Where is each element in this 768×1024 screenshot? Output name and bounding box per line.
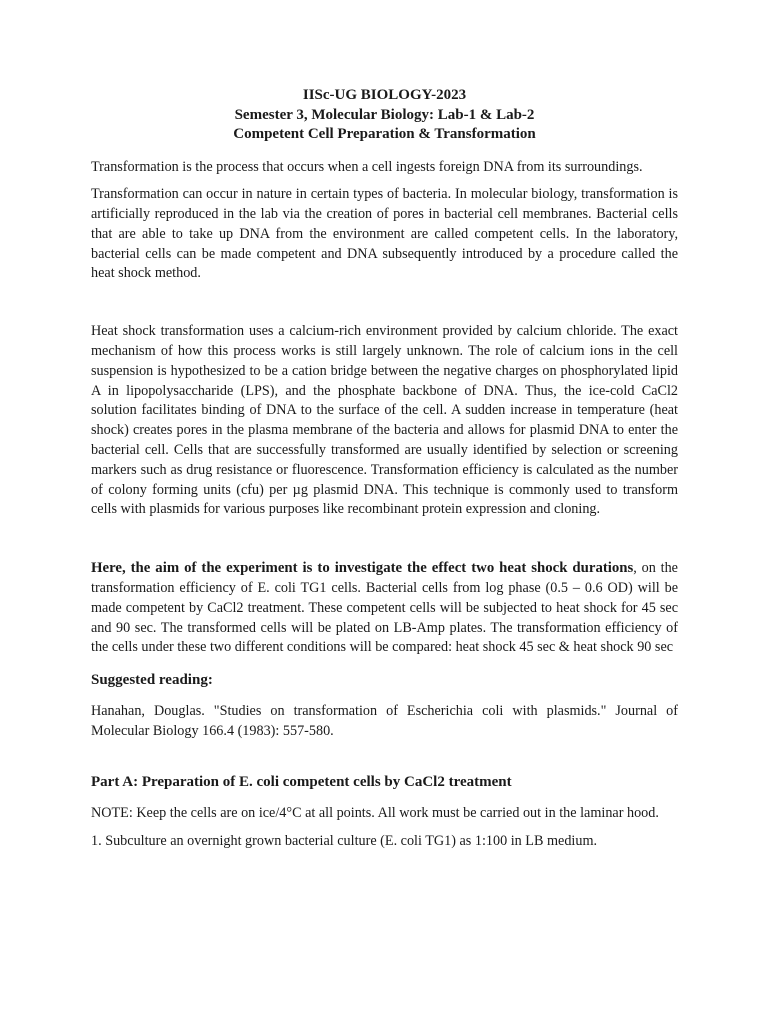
citation-paragraph: Hanahan, Douglas. "Studies on transformation of Escherichia coli with plasmids." Journal of Molecular Biology 166.4 (1983): 557-580. (91, 703, 678, 740)
note-paragraph: NOTE: Keep the cells are on ice/4°C at all points. All work must be carried out in the laminar hood. (91, 804, 659, 821)
intro-paragraph: Transformation is the process that occurs when a cell ingests foreign DNA from its surroundings. (91, 158, 643, 175)
aim-paragraph (91, 559, 678, 658)
aim-bold-text: Here, the aim of the experiment is to investigate the effect two heat shock durations (91, 560, 634, 577)
transformation-paragraph: Transformation can occur in nature in certain types of bacteria. In molecular biology, transformation is artificially reproduced in the lab via the creation of pores in bacterial cell membranes. Bacterial cells that are able to take up DNA from the environment are called competent cells. In the laboratory, bacterial cells can be made competent and DNA subsequently introduced by a procedure called the heat shock method. (91, 186, 678, 282)
aim-rest-text: , on the transformation efficiency of E. coli TG1 cells. Bacterial cells from log phase (0.5 – 0.6 OD) will be made competent by CaCl2 treatment. These competent cells will be subjected to heat shock for 45 sec and 90 sec. The transformed cells will be plated on LB-Amp plates. The transformation efficiency of the cells under these two different conditions will be compared: heat shock 45 sec & heat shock 90 sec (91, 560, 678, 656)
heat-shock-paragraph: Heat shock transformation uses a calcium-rich environment provided by calcium chloride. The exact mechanism of how this process works is still largely unknown. The role of calcium ions in the cell suspension is hypothesized to be a cation bridge between the negative charges on phosphorylated lipid A in lipopolysaccharide (LPS), and the phosphate backbone of DNA. Thus, the ice-cold CaCl2 solution facilitates binding of DNA to the surface of the cell. A sudden increase in temperature (heat shock) creates pores in the plasma membrane of the bacteria and allows for plasmid DNA to enter the bacterial cell. Cells that are successfully transformed are usually identified by selection or screening markers such as drug resistance or fluorescence. Transformation efficiency is calculated as the number of colony forming units (cfu) per µg plasmid DNA. This technique is commonly used to transform cells with plasmids for various purposes like recombinant protein expression and cloning. (91, 323, 678, 518)
suggested-reading-heading: Suggested reading: (91, 672, 213, 689)
course-title: IISc-UG BIOLOGY-2023 (302, 87, 467, 103)
part-a-heading: Part A: Preparation of E. coli competent cells by CaCl2 treatment (91, 773, 512, 790)
step-1-paragraph: 1. Subculture an overnight grown bacterial culture (E. coli TG1) as 1:100 in LB medium. (91, 832, 598, 849)
semester-title: Semester 3, Molecular Biology: Lab-1 & Lab-2 (234, 106, 535, 123)
lab-title: Competent Cell Preparation & Transformation (233, 126, 536, 142)
document-header (91, 86, 678, 145)
